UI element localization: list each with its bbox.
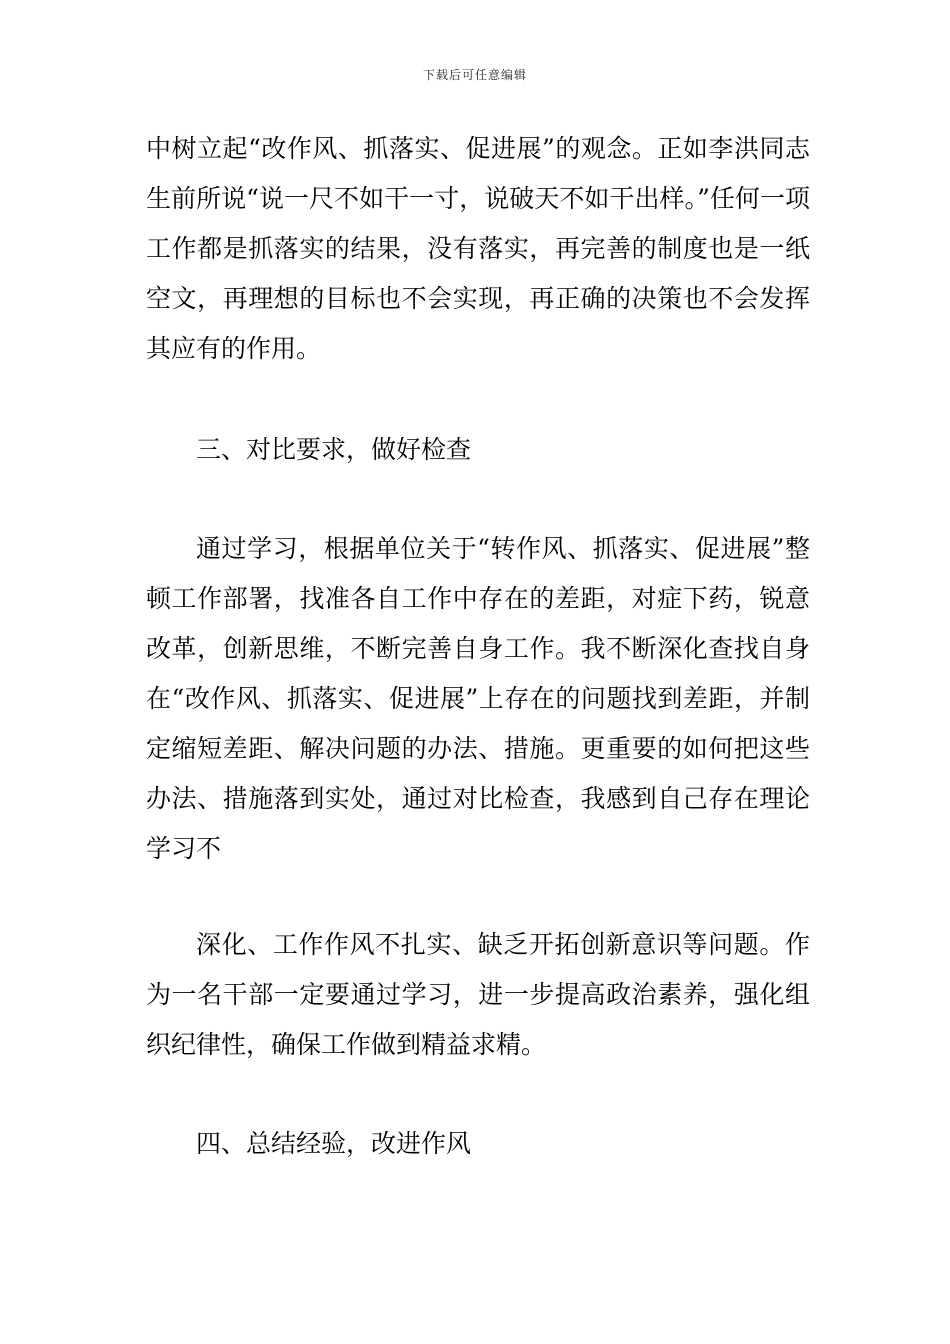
header-note: 下载后可任意编辑 [422, 68, 527, 82]
paragraph-continuation: 中树立起“改作风、抓落实、促进展”的观念。正如李洪同志生前所说“说一尺不如干一寸，说破天不如干出样。”任何一项工作都是抓落实的结果，没有落实，再完善的制度也是一纸空文，再理想的目标也不会实现，再正确的决策也不会发挥其应有的作用。 [146, 134, 810, 363]
paragraph-continuation-2: 深化、工作作风不扎实、缺乏开拓创新意识等问题。作为一名干部一定要通过学习，进一步提高政治素养，强化组织纪律性，确保工作做到精益求精。 [146, 930, 810, 1059]
paragraph-comparison-check: 通过学习，根据单位关于“转作风、抓落实、促进展”整顿工作部署，找准各自工作中存在的差距，对症下药，锐意改革，创新思维，不断完善自身工作。我不断深化查找自身在“改作风、抓落实、促进展”上存在的问题找到差距，并制定缩短差距、解决问题的办法、措施。更重要的如何把这些办法、措施落到实处，通过对比检查，我感到自己存在理论学习不 [146, 534, 810, 863]
section-heading-3: 三、对比要求，做好检查 [196, 435, 472, 464]
section-heading-4: 四、总结经验，改进作风 [196, 1129, 472, 1158]
